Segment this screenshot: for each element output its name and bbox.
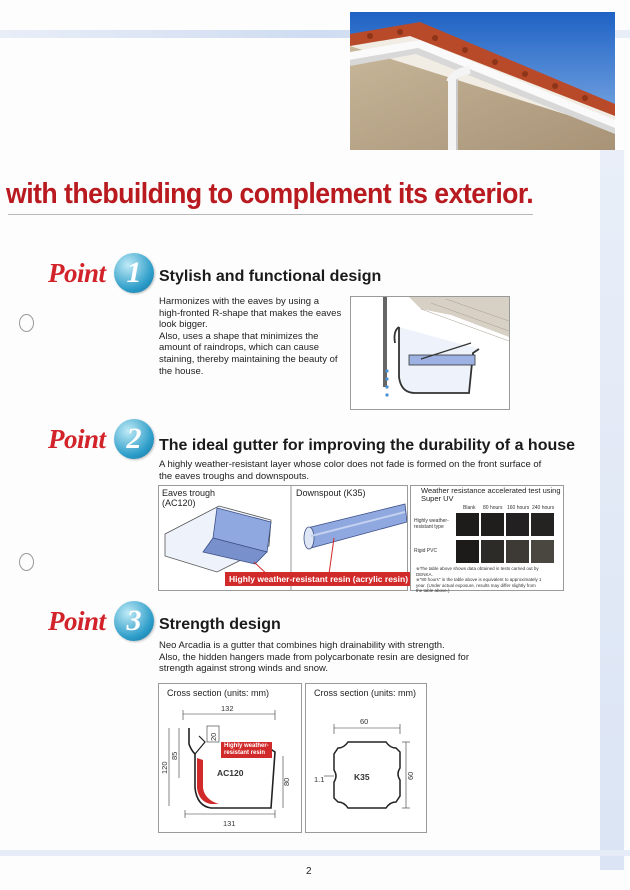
cross-section-ac120	[158, 683, 302, 833]
point-3-body	[159, 640, 469, 675]
point-3-badge: 3	[114, 601, 154, 641]
model-label: K35	[354, 772, 370, 782]
col-header: 160 hours	[507, 505, 530, 511]
sample-swatch	[456, 540, 479, 563]
sample-swatch	[506, 540, 529, 563]
dim-height: 120	[160, 761, 169, 774]
resin-tag: Highly weather-resistant resin (acrylic resin)	[225, 572, 412, 586]
dim-width: 60	[360, 717, 369, 726]
body-line: Harmonizes with the eaves by using a	[159, 296, 319, 307]
col-header: Blank	[463, 505, 476, 511]
product-illustration-box	[158, 485, 408, 591]
binder-hole	[19, 553, 34, 571]
body-line: high-fronted R-shape that makes the eaves	[159, 307, 342, 319]
dim-right: 80	[282, 777, 291, 786]
point-2-title: The ideal gutter for improving the durability of a house	[159, 437, 576, 454]
downspout-label: Downspout (K35)	[296, 488, 366, 498]
eaves-trough-label: Eaves trough (AC120)	[162, 488, 216, 508]
weather-test-title: Weather resistance accelerated test using Super UV	[421, 486, 561, 503]
body-line: Neo Arcadia is a gutter that combines high drainability with strength.	[159, 640, 445, 651]
body-line: amount of raindrops, which can cause	[159, 342, 320, 354]
dim-inner: 85	[170, 751, 179, 760]
sample-swatch	[481, 540, 504, 563]
body-line: the house.	[159, 365, 204, 377]
bottom-ribbon	[0, 850, 630, 856]
point-3-label: Point	[48, 606, 106, 636]
tag-line: resistant resin	[224, 750, 266, 756]
row-header: Rigid PVC	[414, 548, 438, 554]
model-label: AC120	[217, 768, 244, 778]
body-line: Also, uses a shape that minimizes the	[159, 330, 319, 342]
dim-bottom: 131	[223, 819, 236, 828]
headline-rule	[8, 214, 533, 215]
point-1-body	[159, 296, 341, 377]
sample-swatch	[506, 513, 529, 536]
body-line: the eaves troughs and downspouts.	[159, 470, 309, 482]
binder-hole	[19, 314, 34, 332]
body-line: strength against strong winds and snow.	[159, 663, 328, 675]
note-line: DENKA.	[416, 571, 433, 577]
dim-height: 60	[406, 771, 415, 780]
resin-tag-small	[221, 742, 272, 758]
sample-swatch	[531, 513, 554, 536]
weather-test-table	[410, 485, 564, 591]
point-2-body	[159, 459, 541, 482]
eaves-photo	[350, 12, 615, 150]
point-1-label: Point	[48, 258, 106, 288]
dim-top: 132	[221, 704, 234, 713]
point-1-title: Stylish and functional design	[159, 268, 382, 285]
note-line: the table above.)	[416, 588, 450, 593]
sample-swatch	[481, 513, 504, 536]
body-line: Also, the hidden hangers made from polycarbonate resin are designed for	[159, 651, 469, 663]
sample-swatch	[531, 540, 554, 563]
cross-section-caption: Cross section (units: mm)	[167, 688, 270, 698]
dim-wall: 1.1	[314, 775, 325, 784]
row-header: Highly weather-resistant type	[414, 518, 449, 530]
note-line: ※"80 hours" in the table above is equivalent to approximately 1	[416, 577, 542, 582]
gutter-illustration	[350, 296, 510, 410]
sample-swatch	[456, 513, 479, 536]
point-1-badge: 1	[114, 253, 154, 293]
body-line: look bigger.	[159, 319, 208, 331]
col-header: 240 hours	[532, 505, 555, 511]
point-2-badge: 2	[114, 419, 154, 459]
body-line: A highly weather-resistant layer whose color does not fade is formed on the front surface of	[159, 459, 542, 470]
weather-test-notes	[416, 566, 542, 594]
note-line: year. (Under actual exposure, results may differ slightly from	[416, 582, 536, 588]
dim-lip: 20	[209, 732, 218, 741]
point-3-title: Strength design	[159, 616, 281, 633]
headline: with thebuilding to complement its exterior.	[6, 178, 534, 210]
cross-section-k35	[305, 683, 427, 833]
tag-line: Highly weather-	[224, 743, 269, 749]
page-number: 2	[306, 866, 312, 877]
note-line: ※The table above shows data obtained in tests carried out by	[416, 566, 539, 571]
body-line: staining, thereby maintaining the beauty of	[159, 353, 338, 365]
cross-section-caption: Cross section (units: mm)	[314, 688, 417, 698]
point-2-label: Point	[48, 424, 106, 454]
right-ribbon	[600, 150, 624, 870]
col-header: 80 hours	[483, 505, 503, 511]
